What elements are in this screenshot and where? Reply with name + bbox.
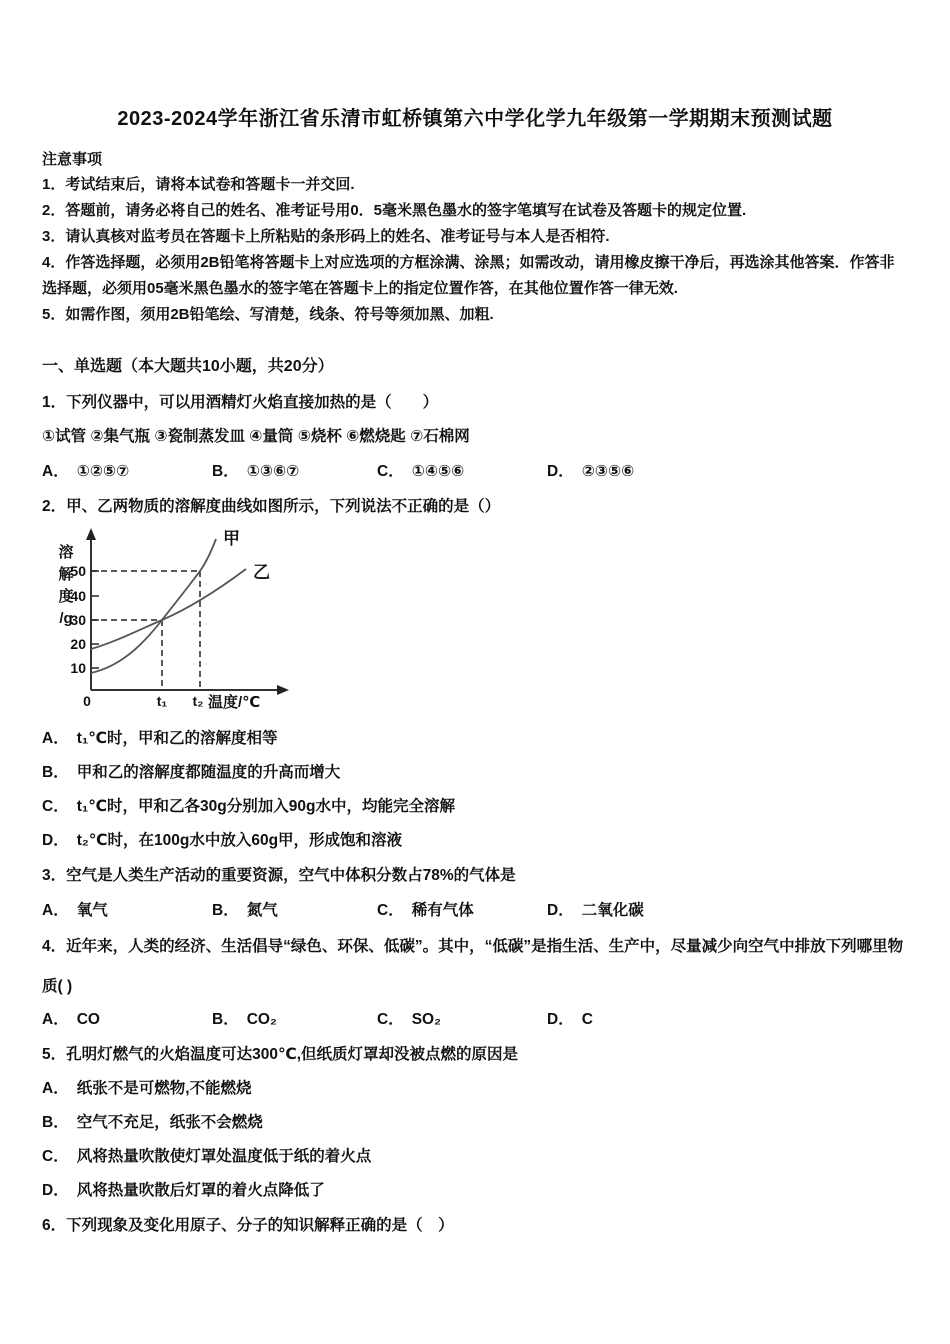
- q1-option-b: [212, 461, 377, 482]
- q3-option-d-text: 二氧化碳: [581, 902, 644, 919]
- y-tick-label-40: 40: [70, 588, 86, 604]
- q5-option-c-label: C．: [42, 1148, 69, 1165]
- solubility-curve-svg: [32, 525, 332, 715]
- q5-option-c: [42, 1146, 908, 1167]
- q1-options-row: [42, 461, 908, 482]
- q2-stem: 2．甲、乙两物质的溶解度曲线如图所示，下列说法不正确的是（）: [42, 498, 501, 515]
- q3-option-c-label: C．: [377, 902, 404, 919]
- y-axis-label-char-3: 度: [58, 588, 74, 605]
- q4-option-c-label: C．: [377, 1011, 404, 1028]
- series-label-yi: 乙: [253, 563, 270, 582]
- q2-option-c-text: t₁℃时，甲和乙各30g分别加入90g水中，均能完全溶解: [76, 798, 455, 815]
- q5-stem: 5．孔明灯燃气的火焰温度可达300℃,但纸质灯罩却没被点燃的原因是: [42, 1046, 519, 1063]
- q6-stem: 6．下列现象及变化用原子、分子的知识解释正确的是（ ）: [42, 1217, 454, 1234]
- x-tick-label-t2: t₂: [192, 693, 204, 709]
- y-tick-label-50: 50: [70, 563, 86, 579]
- q1-option-d-text: ②③⑤⑥: [581, 463, 635, 480]
- y-tick-label-30: 30: [70, 612, 86, 628]
- notice-item-1: 1．考试结束后，请将本试卷和答题卡一并交回.: [42, 176, 355, 193]
- q3-option-b: [212, 900, 377, 921]
- q5-option-b: [42, 1112, 908, 1133]
- q5-option-a: [42, 1078, 908, 1099]
- q2-option-b: [42, 762, 908, 783]
- y-axis-arrow-icon: [86, 528, 96, 540]
- q5-option-b-label: B．: [42, 1114, 69, 1131]
- q3-option-d-label: D．: [547, 902, 574, 919]
- notice-item-2: 2．答题前，请务必将自己的姓名、准考证号用0．5毫米黑色墨水的签字笔填写在试卷及答题卡的规定位置.: [42, 202, 747, 219]
- q4-option-d-label: D．: [547, 1011, 574, 1028]
- x-axis-label: 温度/℃: [208, 694, 261, 711]
- q4-option-c-text: SO₂: [411, 1011, 441, 1028]
- q4-option-b-label: B．: [212, 1011, 239, 1028]
- q5-option-d: [42, 1180, 908, 1201]
- curve-jia: [91, 539, 216, 673]
- solubility-curve-figure: [32, 525, 908, 715]
- q2-option-b-text: 甲和乙的溶解度都随温度的升高而增大: [76, 764, 341, 781]
- q4-option-c: [377, 1009, 547, 1030]
- notice-item-5: 5．如需作图，须用2B铅笔绘、写清楚，线条、符号等须加黑、加粗.: [42, 306, 494, 323]
- q1-instrument-list: ①试管 ②集气瓶 ③瓷制蒸发皿 ④量筒 ⑤烧杯 ⑥燃烧匙 ⑦石棉网: [42, 428, 470, 445]
- exam-title: 2023-2024学年浙江省乐清市虹桥镇第六中学化学九年级第一学期期末预测试题: [117, 108, 833, 130]
- q3-options-row: [42, 900, 908, 921]
- x-tick-label-0: 0: [83, 693, 91, 709]
- q3-option-a: [42, 900, 212, 921]
- q2-option-d: [42, 830, 908, 851]
- y-axis-label-char-1: 溶: [58, 544, 74, 561]
- notice-list: [42, 172, 908, 328]
- q5-option-d-text: 风将热量吹散后灯罩的着火点降低了: [76, 1182, 325, 1199]
- notice-item-3: 3．请认真核对监考员在答题卡上所粘贴的条形码上的姓名、准考证号与本人是否相符.: [42, 228, 610, 245]
- q4-options-row: [42, 1009, 908, 1030]
- q2-option-d-text: t₂℃时，在100g水中放入60g甲，形成饱和溶液: [76, 832, 403, 849]
- q5-option-a-text: 纸张不是可燃物,不能燃烧: [76, 1080, 252, 1097]
- q4-option-a-label: A．: [42, 1011, 69, 1028]
- q2-option-a-label: A．: [42, 730, 69, 747]
- notice-item-4: 4．作答选择题，必须用2B铅笔将答题卡上对应选项的方框涂满、涂黑；如需改动，请用橡皮擦干净后，再选涂其他答案．作答非选择题，必须用05毫米黑色墨水的签字笔在答题卡上的指定位置作答，在其他位置作答一律无效.: [42, 254, 895, 297]
- q4-option-b: [212, 1009, 377, 1030]
- q2-option-a: [42, 728, 908, 749]
- q1-option-c-label: C．: [377, 463, 404, 480]
- q4-option-d: [547, 1009, 908, 1030]
- q4-option-a-text: CO: [76, 1011, 100, 1028]
- q1-option-a-text: ①②⑤⑦: [76, 463, 130, 480]
- notice-heading: 注意事项: [42, 151, 103, 168]
- x-axis-arrow-icon: [277, 685, 289, 695]
- q5-option-a-label: A．: [42, 1080, 69, 1097]
- y-axis-label-char-2: 解: [58, 566, 74, 583]
- q2-option-a-text: t₁℃时，甲和乙的溶解度相等: [76, 730, 278, 747]
- q1-option-c: [377, 461, 547, 482]
- q5-option-d-label: D．: [42, 1182, 69, 1199]
- q4-option-b-text: CO₂: [246, 1011, 277, 1028]
- q3-option-d: [547, 900, 908, 921]
- y-tick-label-10: 10: [70, 660, 86, 676]
- q2-option-b-label: B．: [42, 764, 69, 781]
- q2-option-c: [42, 796, 908, 817]
- q3-option-c-text: 稀有气体: [411, 902, 474, 919]
- section-heading: 一、单选题（本大题共10小题，共20分）: [42, 358, 334, 375]
- series-label-jia: 甲: [223, 529, 240, 548]
- q1-option-b-label: B．: [212, 463, 239, 480]
- q3-option-c: [377, 900, 547, 921]
- y-tick-label-20: 20: [70, 636, 86, 652]
- q4-option-a: [42, 1009, 212, 1030]
- x-tick-label-t1: t₁: [156, 693, 168, 709]
- q1-stem: 1．下列仪器中，可以用酒精灯火焰直接加热的是（ ）: [42, 394, 439, 411]
- q1-option-d-label: D．: [547, 463, 574, 480]
- q2-option-d-label: D．: [42, 832, 69, 849]
- y-axis-label-char-4: /g: [59, 610, 73, 627]
- q1-option-a-label: A．: [42, 463, 69, 480]
- q1-option-c-text: ①④⑤⑥: [411, 463, 465, 480]
- q3-option-a-text: 氧气: [76, 902, 108, 919]
- q3-option-b-text: 氮气: [246, 902, 278, 919]
- curve-yi: [91, 569, 246, 649]
- q2-option-c-label: C．: [42, 798, 69, 815]
- q1-option-a: [42, 461, 212, 482]
- q5-option-c-text: 风将热量吹散使灯罩处温度低于纸的着火点: [76, 1148, 372, 1165]
- q3-stem: 3．空气是人类生产活动的重要资源，空气中体积分数占78%的气体是: [42, 867, 516, 884]
- q4-option-d-text: C: [581, 1011, 593, 1028]
- q3-option-a-label: A．: [42, 902, 69, 919]
- q1-option-b-text: ①③⑥⑦: [246, 463, 300, 480]
- q4-stem: 4．近年来，人类的经济、生活倡导“绿色、环保、低碳”。其中，“低碳”是指生活、生产中，尽量减少向空气中排放下列哪里物质( ): [42, 938, 904, 995]
- q5-option-b-text: 空气不充足，纸张不会燃烧: [76, 1114, 263, 1131]
- q1-option-d: [547, 461, 908, 482]
- q3-option-b-label: B．: [212, 902, 239, 919]
